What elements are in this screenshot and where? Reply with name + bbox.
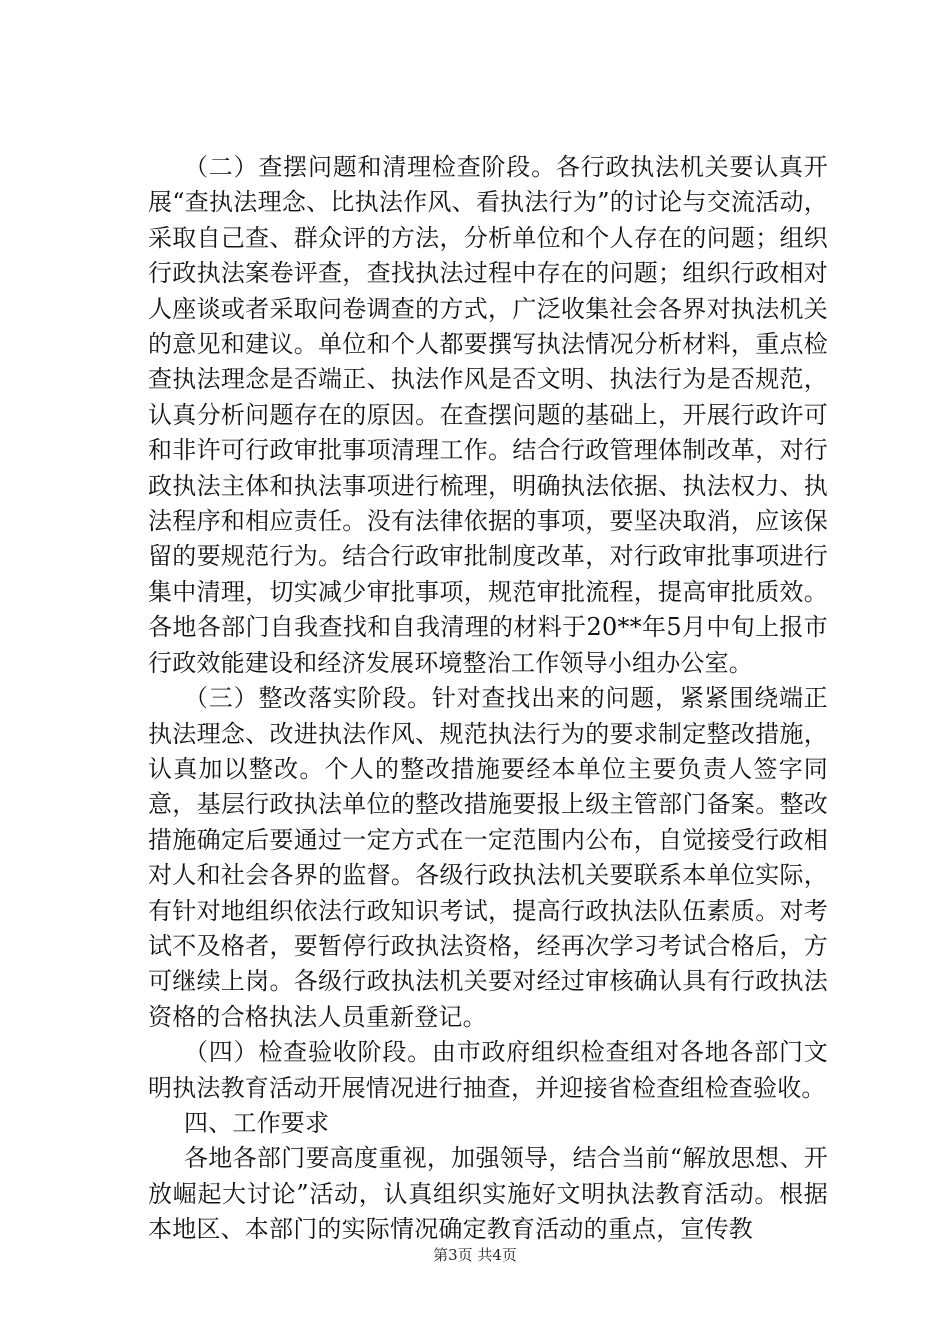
paragraph-work-requirements: 各地各部门要高度重视，加强领导，结合当前“解放思想、开放崛起大讨论”活动，认真组织实施好文明执法教育活动。根据本地区、本部门的实际情况确定教育活动的重点，宣传教	[148, 1144, 828, 1244]
section-heading-work-requirements: 四、工作要求	[184, 1108, 330, 1137]
document-body	[148, 150, 828, 1248]
paragraph-stage-4: （四）检查验收阶段。由市政府组织检查组对各地各部门文明执法教育活动开展情况进行抽查，并迎接省检查组检查验收。	[148, 1038, 828, 1102]
page-number-footer: 第3页 共4页	[433, 1246, 517, 1264]
paragraph-stage-2: （二）查摆问题和清理检查阶段。各行政执法机关要认真开展“查执法理念、比执法作风、看执法行为”的讨论与交流活动，采取自己查、群众评的方法，分析单位和个人存在的问题；组织行政执法案卷评查，查找执法过程中存在的问题；组织行政相对人座谈或者采取问卷调查的方式，广泛收集社会各界对执法机关的意见和建议。单位和个人都要撰写执法情况分析材料，重点检查执法理念是否端正、执法作风是否文明、执法行为是否规范，认真分析问题存在的原因。在查摆问题的基础上，开展行政许可和非许可行政审批事项清理工作。结合行政管理体制改革，对行政执法主体和执法事项进行梳理，明确执法依据、执法权力、执法程序和相应责任。没有法律依据的事项，要坚决取消，应该保留的要规范行为。结合行政审批制度改革，对行政审批事项进行集中清理，切实减少审批事项，规范审批流程，提高审批质效。各地各部门自我查找和自我清理的材料于20**年5月中旬上报市行政效能建设和经济发展环境整治工作领导小组办公室。	[148, 153, 828, 677]
paragraph-stage-3: （三）整改落实阶段。针对查找出来的问题，紧紧围绕端正执法理念、改进执法作风、规范执法行为的要求制定整改措施，认真加以整改。个人的整改措施要经本单位主要负责人签字同意，基层行政执法单位的整改措施要报上级主管部门备案。整改措施确定后要通过一定方式在一定范围内公布，自觉接受行政相对人和社会各界的监督。各级行政执法机关要联系本单位实际，有针对地组织依法行政知识考试，提高行政执法队伍素质。对考试不及格者，要暂停行政执法资格，经再次学习考试合格后，方可继续上岗。各级行政执法机关要对经过审核确认具有行政执法资格的合格执法人员重新登记。	[148, 684, 828, 1031]
